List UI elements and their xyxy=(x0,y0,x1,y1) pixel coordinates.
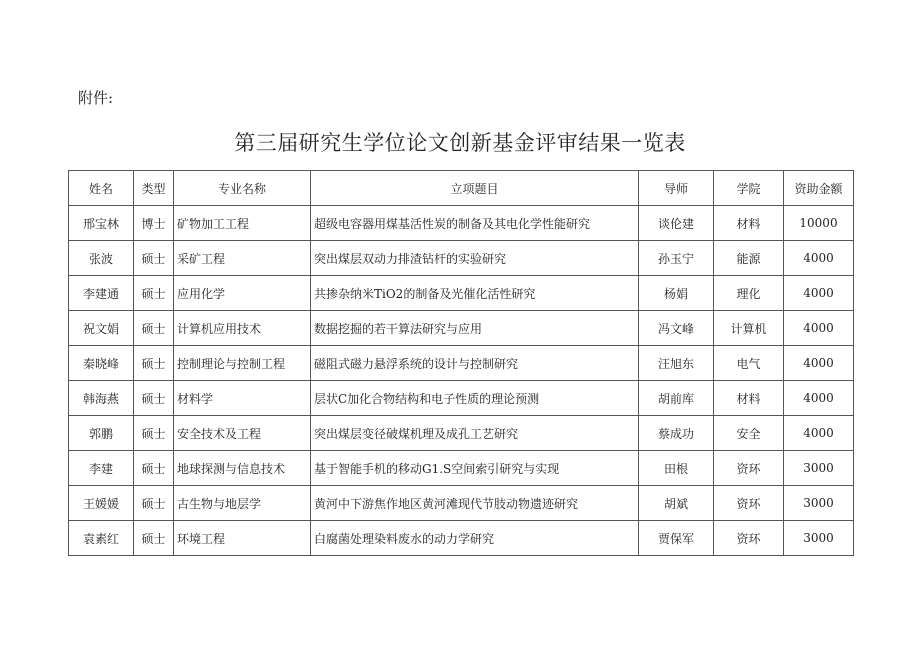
cell-major: 计算机应用技术 xyxy=(174,311,311,346)
cell-name: 王媛媛 xyxy=(69,486,134,521)
column-header-project: 立项题目 xyxy=(311,171,639,206)
cell-advisor: 贾保军 xyxy=(639,521,714,556)
cell-advisor: 胡斌 xyxy=(639,486,714,521)
cell-type: 硕士 xyxy=(134,416,174,451)
table-row xyxy=(69,486,854,521)
cell-amount: 4000 xyxy=(784,311,854,346)
cell-advisor: 汪旭东 xyxy=(639,346,714,381)
cell-major: 应用化学 xyxy=(174,276,311,311)
cell-advisor: 孙玉宁 xyxy=(639,241,714,276)
cell-major: 材料学 xyxy=(174,381,311,416)
cell-amount: 4000 xyxy=(784,241,854,276)
cell-project: 数据挖掘的若干算法研究与应用 xyxy=(311,311,639,346)
cell-name: 郭鹏 xyxy=(69,416,134,451)
column-header-college: 学院 xyxy=(714,171,784,206)
cell-amount: 4000 xyxy=(784,346,854,381)
cell-major: 控制理论与控制工程 xyxy=(174,346,311,381)
cell-project: 黄河中下游焦作地区黄河滩现代节肢动物遗迹研究 xyxy=(311,486,639,521)
cell-amount: 4000 xyxy=(784,381,854,416)
cell-type: 硕士 xyxy=(134,521,174,556)
cell-type: 硕士 xyxy=(134,486,174,521)
table-row xyxy=(69,206,854,241)
column-header-advisor: 导师 xyxy=(639,171,714,206)
cell-college: 计算机 xyxy=(714,311,784,346)
cell-project: 磁阻式磁力悬浮系统的设计与控制研究 xyxy=(311,346,639,381)
cell-type: 硕士 xyxy=(134,241,174,276)
cell-project: 基于智能手机的移动G1.S空间索引研究与实现 xyxy=(311,451,639,486)
cell-type: 硕士 xyxy=(134,311,174,346)
cell-major: 地球探测与信息技术 xyxy=(174,451,311,486)
table-row xyxy=(69,451,854,486)
cell-name: 李建 xyxy=(69,451,134,486)
cell-name: 李建通 xyxy=(69,276,134,311)
results-table xyxy=(68,170,854,556)
cell-project: 层状C加化合物结构和电子性质的理论预测 xyxy=(311,381,639,416)
cell-type: 硕士 xyxy=(134,381,174,416)
cell-amount: 4000 xyxy=(784,276,854,311)
cell-amount: 3000 xyxy=(784,451,854,486)
cell-college: 资环 xyxy=(714,521,784,556)
attachment-label: 附件: xyxy=(78,89,114,107)
cell-name: 邢宝林 xyxy=(69,206,134,241)
table-row xyxy=(69,346,854,381)
cell-college: 材料 xyxy=(714,381,784,416)
cell-amount: 3000 xyxy=(784,521,854,556)
table-header-row xyxy=(69,171,854,206)
cell-type: 硕士 xyxy=(134,276,174,311)
table-row xyxy=(69,276,854,311)
column-header-type: 类型 xyxy=(134,171,174,206)
cell-major: 矿物加工工程 xyxy=(174,206,311,241)
table-row xyxy=(69,241,854,276)
cell-name: 韩海燕 xyxy=(69,381,134,416)
table-row xyxy=(69,416,854,451)
cell-advisor: 田根 xyxy=(639,451,714,486)
table-row xyxy=(69,311,854,346)
cell-advisor: 蔡成功 xyxy=(639,416,714,451)
cell-major: 安全技术及工程 xyxy=(174,416,311,451)
cell-project: 突出煤层双动力排渣钻杆的实验研究 xyxy=(311,241,639,276)
cell-type: 博士 xyxy=(134,206,174,241)
cell-type: 硕士 xyxy=(134,451,174,486)
cell-amount: 4000 xyxy=(784,416,854,451)
cell-advisor: 胡前库 xyxy=(639,381,714,416)
cell-project: 超级电容器用煤基活性炭的制备及其电化学性能研究 xyxy=(311,206,639,241)
column-header-name: 姓名 xyxy=(69,171,134,206)
cell-type: 硕士 xyxy=(134,346,174,381)
cell-college: 资环 xyxy=(714,451,784,486)
table-row xyxy=(69,381,854,416)
cell-amount: 10000 xyxy=(784,206,854,241)
cell-amount: 3000 xyxy=(784,486,854,521)
cell-major: 古生物与地层学 xyxy=(174,486,311,521)
cell-major: 环境工程 xyxy=(174,521,311,556)
cell-college: 电气 xyxy=(714,346,784,381)
cell-name: 祝文娟 xyxy=(69,311,134,346)
cell-name: 袁素红 xyxy=(69,521,134,556)
cell-college: 能源 xyxy=(714,241,784,276)
cell-advisor: 冯文峰 xyxy=(639,311,714,346)
cell-college: 材料 xyxy=(714,206,784,241)
cell-name: 秦晓峰 xyxy=(69,346,134,381)
cell-college: 安全 xyxy=(714,416,784,451)
column-header-major: 专业名称 xyxy=(174,171,311,206)
cell-advisor: 谈伦建 xyxy=(639,206,714,241)
page-title: 第三届研究生学位论文创新基金评审结果一览表 xyxy=(234,131,686,155)
column-header-amount: 资助金额 xyxy=(784,171,854,206)
cell-project: 共掺杂纳米TiO2的制备及光催化活性研究 xyxy=(311,276,639,311)
cell-major: 采矿工程 xyxy=(174,241,311,276)
cell-project: 白腐菌处理染料废水的动力学研究 xyxy=(311,521,639,556)
cell-project: 突出煤层变径破煤机理及成孔工艺研究 xyxy=(311,416,639,451)
cell-college: 理化 xyxy=(714,276,784,311)
cell-college: 资环 xyxy=(714,486,784,521)
table-row xyxy=(69,521,854,556)
cell-name: 张波 xyxy=(69,241,134,276)
cell-advisor: 杨娟 xyxy=(639,276,714,311)
